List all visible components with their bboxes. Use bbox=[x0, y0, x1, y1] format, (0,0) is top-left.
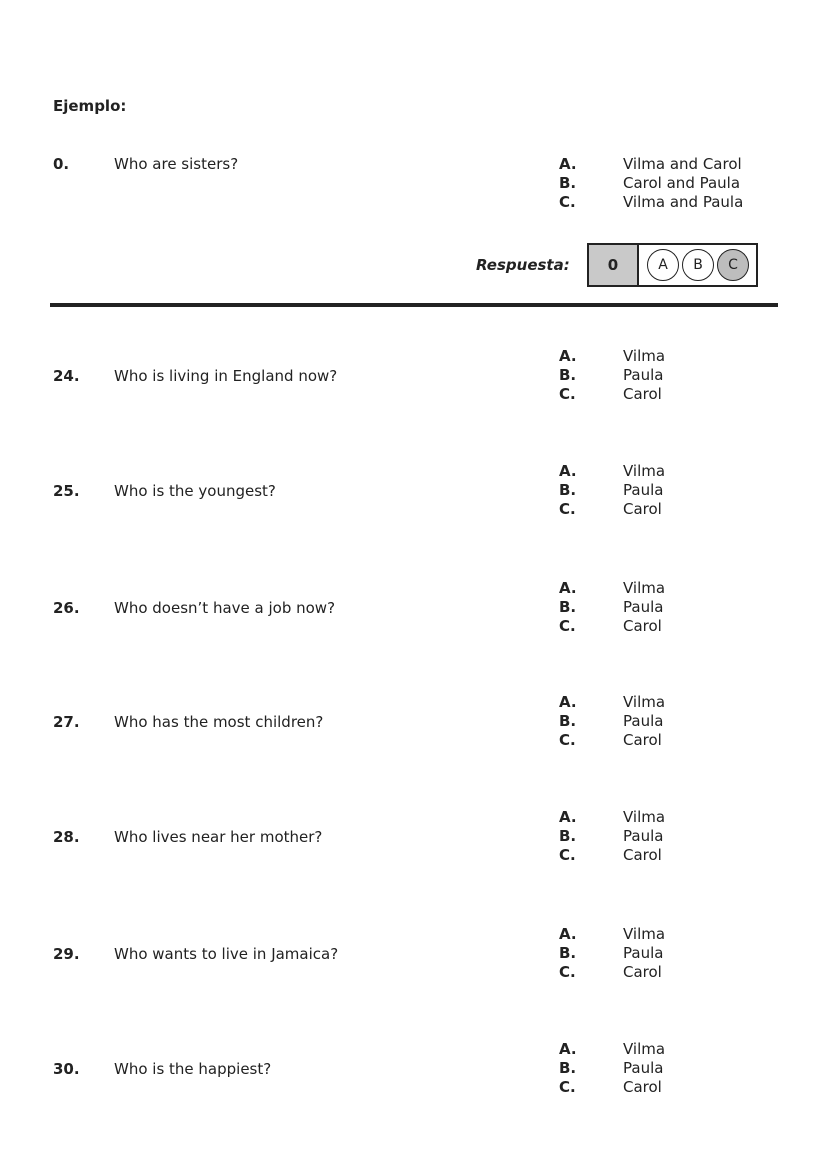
option-text: Vilma bbox=[623, 808, 666, 826]
answer-circle-a[interactable]: A bbox=[647, 249, 679, 281]
option-c[interactable] bbox=[559, 963, 779, 982]
answer-label: Respuesta: bbox=[476, 256, 570, 274]
option-text: Vilma bbox=[623, 462, 666, 480]
option-letter: C. bbox=[559, 500, 576, 518]
question-number: 0. bbox=[53, 155, 70, 173]
option-list bbox=[559, 808, 779, 865]
example-heading: Ejemplo: bbox=[53, 97, 127, 115]
option-letter: B. bbox=[559, 174, 577, 192]
option-text: Vilma and Carol bbox=[623, 155, 742, 173]
option-list bbox=[559, 1040, 779, 1097]
answer-number: 0 bbox=[589, 245, 639, 285]
option-letter: C. bbox=[559, 617, 576, 635]
option-text: Vilma bbox=[623, 579, 666, 597]
option-text: Paula bbox=[623, 1059, 664, 1077]
option-text: Paula bbox=[623, 366, 664, 384]
option-b[interactable] bbox=[559, 598, 779, 617]
option-text: Vilma bbox=[623, 693, 666, 711]
option-letter: C. bbox=[559, 963, 576, 981]
option-letter: A. bbox=[559, 347, 577, 365]
example-question bbox=[0, 155, 828, 215]
option-text: Carol bbox=[623, 846, 662, 864]
question-text: Who is living in England now? bbox=[114, 367, 338, 385]
option-letter: B. bbox=[559, 1059, 577, 1077]
option-text: Paula bbox=[623, 944, 664, 962]
option-letter: A. bbox=[559, 579, 577, 597]
option-c[interactable] bbox=[559, 500, 779, 519]
option-a[interactable] bbox=[559, 808, 779, 827]
option-letter: B. bbox=[559, 712, 577, 730]
option-c[interactable] bbox=[559, 846, 779, 865]
question-text: Who wants to live in Jamaica? bbox=[114, 945, 339, 963]
option-c[interactable] bbox=[559, 617, 779, 636]
option-a[interactable] bbox=[559, 693, 779, 712]
option-letter: A. bbox=[559, 155, 577, 173]
answer-circle-b[interactable]: B bbox=[682, 249, 714, 281]
answer-box bbox=[587, 243, 758, 287]
question-number: 25. bbox=[53, 482, 80, 500]
question-28 bbox=[0, 808, 828, 868]
question-number: 30. bbox=[53, 1060, 80, 1078]
option-a[interactable] bbox=[559, 579, 779, 598]
option-text: Carol bbox=[623, 1078, 662, 1096]
option-text: Paula bbox=[623, 598, 664, 616]
option-list bbox=[559, 155, 779, 212]
option-c[interactable] bbox=[559, 731, 779, 750]
option-text: Vilma and Paula bbox=[623, 193, 744, 211]
option-c bbox=[559, 193, 779, 212]
option-b[interactable] bbox=[559, 827, 779, 846]
option-letter: B. bbox=[559, 598, 577, 616]
option-b[interactable] bbox=[559, 944, 779, 963]
question-number: 29. bbox=[53, 945, 80, 963]
question-27 bbox=[0, 693, 828, 753]
option-list bbox=[559, 347, 779, 404]
option-b[interactable] bbox=[559, 366, 779, 385]
option-list bbox=[559, 925, 779, 982]
option-a[interactable] bbox=[559, 925, 779, 944]
option-c[interactable] bbox=[559, 385, 779, 404]
option-a[interactable] bbox=[559, 1040, 779, 1059]
option-b[interactable] bbox=[559, 1059, 779, 1078]
option-text: Vilma bbox=[623, 925, 666, 943]
question-29 bbox=[0, 925, 828, 985]
question-text: Who is the happiest? bbox=[114, 1060, 272, 1078]
option-letter: C. bbox=[559, 1078, 576, 1096]
option-letter: B. bbox=[559, 481, 577, 499]
option-text: Paula bbox=[623, 827, 664, 845]
option-text: Carol bbox=[623, 385, 662, 403]
option-letter: B. bbox=[559, 944, 577, 962]
option-text: Carol and Paula bbox=[623, 174, 741, 192]
option-text: Carol bbox=[623, 963, 662, 981]
option-text: Paula bbox=[623, 481, 664, 499]
option-list bbox=[559, 462, 779, 519]
option-letter: B. bbox=[559, 366, 577, 384]
answer-circle-c-selected[interactable]: C bbox=[717, 249, 749, 281]
option-letter: C. bbox=[559, 193, 576, 211]
option-list bbox=[559, 579, 779, 636]
question-text: Who has the most children? bbox=[114, 713, 324, 731]
question-number: 28. bbox=[53, 828, 80, 846]
divider bbox=[50, 303, 778, 307]
option-letter: C. bbox=[559, 846, 576, 864]
option-list bbox=[559, 693, 779, 750]
option-text: Vilma bbox=[623, 1040, 666, 1058]
option-letter: A. bbox=[559, 462, 577, 480]
option-letter: C. bbox=[559, 731, 576, 749]
question-text: Who doesn’t have a job now? bbox=[114, 599, 336, 617]
option-letter: A. bbox=[559, 925, 577, 943]
question-number: 27. bbox=[53, 713, 80, 731]
option-letter: B. bbox=[559, 827, 577, 845]
question-24 bbox=[0, 347, 828, 407]
option-letter: A. bbox=[559, 693, 577, 711]
option-letter: A. bbox=[559, 1040, 577, 1058]
option-b[interactable] bbox=[559, 712, 779, 731]
question-number: 24. bbox=[53, 367, 80, 385]
option-b bbox=[559, 174, 779, 193]
question-text: Who is the youngest? bbox=[114, 482, 276, 500]
option-c[interactable] bbox=[559, 1078, 779, 1097]
option-letter: A. bbox=[559, 808, 577, 826]
option-text: Vilma bbox=[623, 347, 666, 365]
question-30 bbox=[0, 1040, 828, 1100]
question-26 bbox=[0, 579, 828, 639]
option-b[interactable] bbox=[559, 481, 779, 500]
option-letter: C. bbox=[559, 385, 576, 403]
option-text: Carol bbox=[623, 617, 662, 635]
option-a bbox=[559, 155, 779, 174]
question-text: Who lives near her mother? bbox=[114, 828, 323, 846]
question-number: 26. bbox=[53, 599, 80, 617]
option-text: Carol bbox=[623, 731, 662, 749]
option-text: Carol bbox=[623, 500, 662, 518]
option-a[interactable] bbox=[559, 462, 779, 481]
option-a[interactable] bbox=[559, 347, 779, 366]
option-text: Paula bbox=[623, 712, 664, 730]
question-25 bbox=[0, 462, 828, 522]
question-text: Who are sisters? bbox=[114, 155, 239, 173]
